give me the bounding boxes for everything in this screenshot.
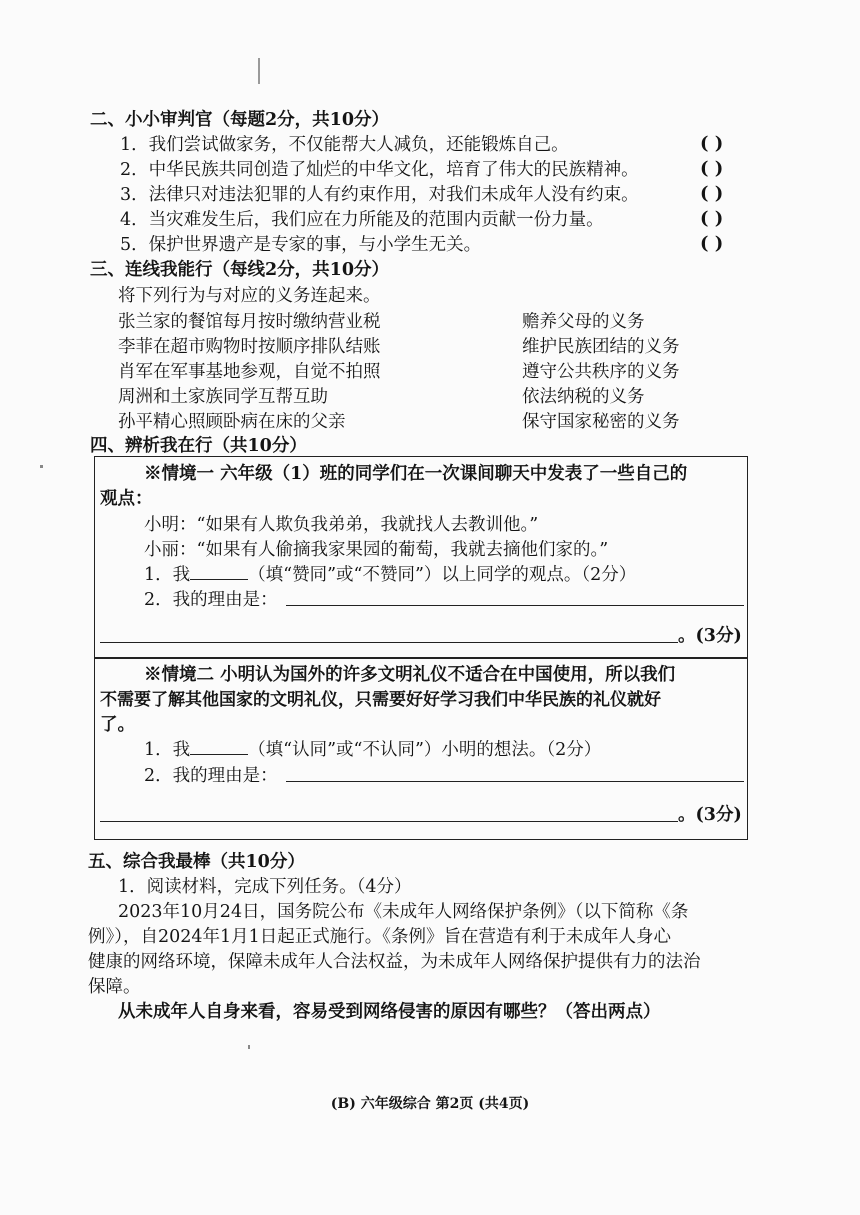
- answer-paren-4[interactable]: ( ): [700, 208, 724, 229]
- judge-item-3: 3．法律只对违法犯罪的人有约束作用，对我们未成年人没有约束。: [120, 185, 639, 205]
- material-line-2: 例》），自2024年1月1日起正式施行。《条例》旨在营造有利于未成年人身心: [88, 927, 672, 947]
- answer-paren-3[interactable]: ( ): [700, 183, 724, 204]
- match-left-2[interactable]: 李菲在超市购物时按顺序排队结账: [118, 337, 381, 357]
- matching-instruction: 将下列行为与对应的义务连起来。: [118, 286, 381, 306]
- q1-suffix: （填“认同”或“不认同”）小明的想法。（2分）: [248, 740, 602, 760]
- scan-speck: [40, 465, 43, 468]
- match-right-1[interactable]: 赡养父母的义务: [522, 312, 645, 332]
- match-left-4[interactable]: 周洲和土家族同学互帮互助: [118, 387, 328, 407]
- match-right-4[interactable]: 依法纳税的义务: [522, 387, 645, 407]
- scenario-2-intro-cont: 不需要了解其他国家的文明礼仪，只需要好好学习我们中华民族的礼仪就好: [100, 690, 661, 710]
- scenario-1-question-2: 2．我的理由是：: [144, 590, 278, 610]
- reason-answer-line[interactable]: [100, 642, 678, 643]
- scenario-2-question-2: 2．我的理由是：: [144, 766, 278, 786]
- answer-paren-1[interactable]: ( ): [700, 133, 724, 154]
- score-note: 。(3分): [678, 626, 742, 646]
- material-line-3: 健康的网络环境，保障未成年人合法权益，为未成年人网络保护提供有力的法治: [88, 952, 701, 972]
- reason-answer-line[interactable]: [286, 605, 744, 606]
- section-3-heading: 三、连线我能行（每线2分，共10分）: [90, 260, 390, 280]
- q1-suffix: （填“赞同”或“不赞同”）以上同学的观点。（2分）: [248, 565, 637, 585]
- scenario-2-question-1: [144, 738, 601, 762]
- scenario-1-question-1: [144, 563, 636, 587]
- match-right-5[interactable]: 保守国家秘密的义务: [522, 412, 680, 432]
- scenario-1-intro: ※情境一 六年级（1）班的同学们在一次课间聊天中发表了一些自己的: [144, 464, 688, 484]
- answer-paren-5[interactable]: ( ): [700, 233, 724, 254]
- reading-task: 1．阅读材料，完成下列任务。（4分）: [118, 877, 412, 897]
- scenario-1-intro-cont: 观点：: [100, 489, 153, 509]
- reason-answer-line[interactable]: [286, 781, 744, 782]
- scan-speck: [258, 58, 260, 84]
- question-text: 从未成年人自身来看，容易受到网络侵害的原因有哪些？（答出两点）: [118, 1002, 661, 1022]
- scenario-1-quote-xiaoli: 小丽：“如果有人偷摘我家果园的葡萄，我就去摘他们家的。”: [144, 540, 609, 560]
- material-line-1: 2023年10月24日，国务院公布《未成年人网络保护条例》（以下简称《条: [118, 902, 689, 922]
- material-line-4: 保障。: [88, 977, 141, 997]
- section-5-heading: 五、综合我最棒（共10分）: [88, 852, 305, 872]
- scan-speck: [248, 1045, 250, 1049]
- judge-item-2: 2．中华民族共同创造了灿烂的中华文化，培育了伟大的民族精神。: [120, 160, 639, 180]
- judge-item-4: 4．当灾难发生后，我们应在力所能及的范围内贡献一份力量。: [120, 210, 604, 230]
- match-left-1[interactable]: 张兰家的餐馆每月按时缴纳营业税: [118, 312, 381, 332]
- judge-item-1: 1．我们尝试做家务，不仅能帮大人减负，还能锻炼自己。: [120, 135, 569, 155]
- answer-blank[interactable]: [190, 565, 248, 580]
- page-footer: (B) 六年级综合 第2页 (共4页): [330, 1096, 530, 1112]
- section-2-heading: 二、小小审判官（每题2分，共10分）: [90, 110, 390, 130]
- match-left-3[interactable]: 肖军在军事基地参观，自觉不拍照: [118, 362, 381, 382]
- answer-blank[interactable]: [190, 740, 248, 755]
- section-4-heading: 四、辨析我在行（共10分）: [90, 436, 307, 456]
- match-left-5[interactable]: 孙平精心照顾卧病在床的父亲: [118, 412, 346, 432]
- judge-item-5: 5．保护世界遗产是专家的事，与小学生无关。: [120, 235, 482, 255]
- scenario-1-quote-xiaoming: 小明：“如果有人欺负我弟弟，我就找人去教训他。”: [144, 515, 539, 535]
- scenario-2-intro-end: 了。: [100, 715, 135, 735]
- match-right-3[interactable]: 遵守公共秩序的义务: [522, 362, 680, 382]
- q1-prefix: 1．我: [144, 565, 191, 585]
- scenario-2-intro: ※情境二 小明认为国外的许多文明礼仪不适合在中国使用，所以我们: [144, 665, 676, 685]
- score-note: 。(3分): [678, 805, 742, 825]
- answer-paren-2[interactable]: ( ): [700, 158, 724, 179]
- q1-prefix: 1．我: [144, 740, 191, 760]
- match-right-2[interactable]: 维护民族团结的义务: [522, 337, 680, 357]
- reason-answer-line[interactable]: [100, 821, 678, 822]
